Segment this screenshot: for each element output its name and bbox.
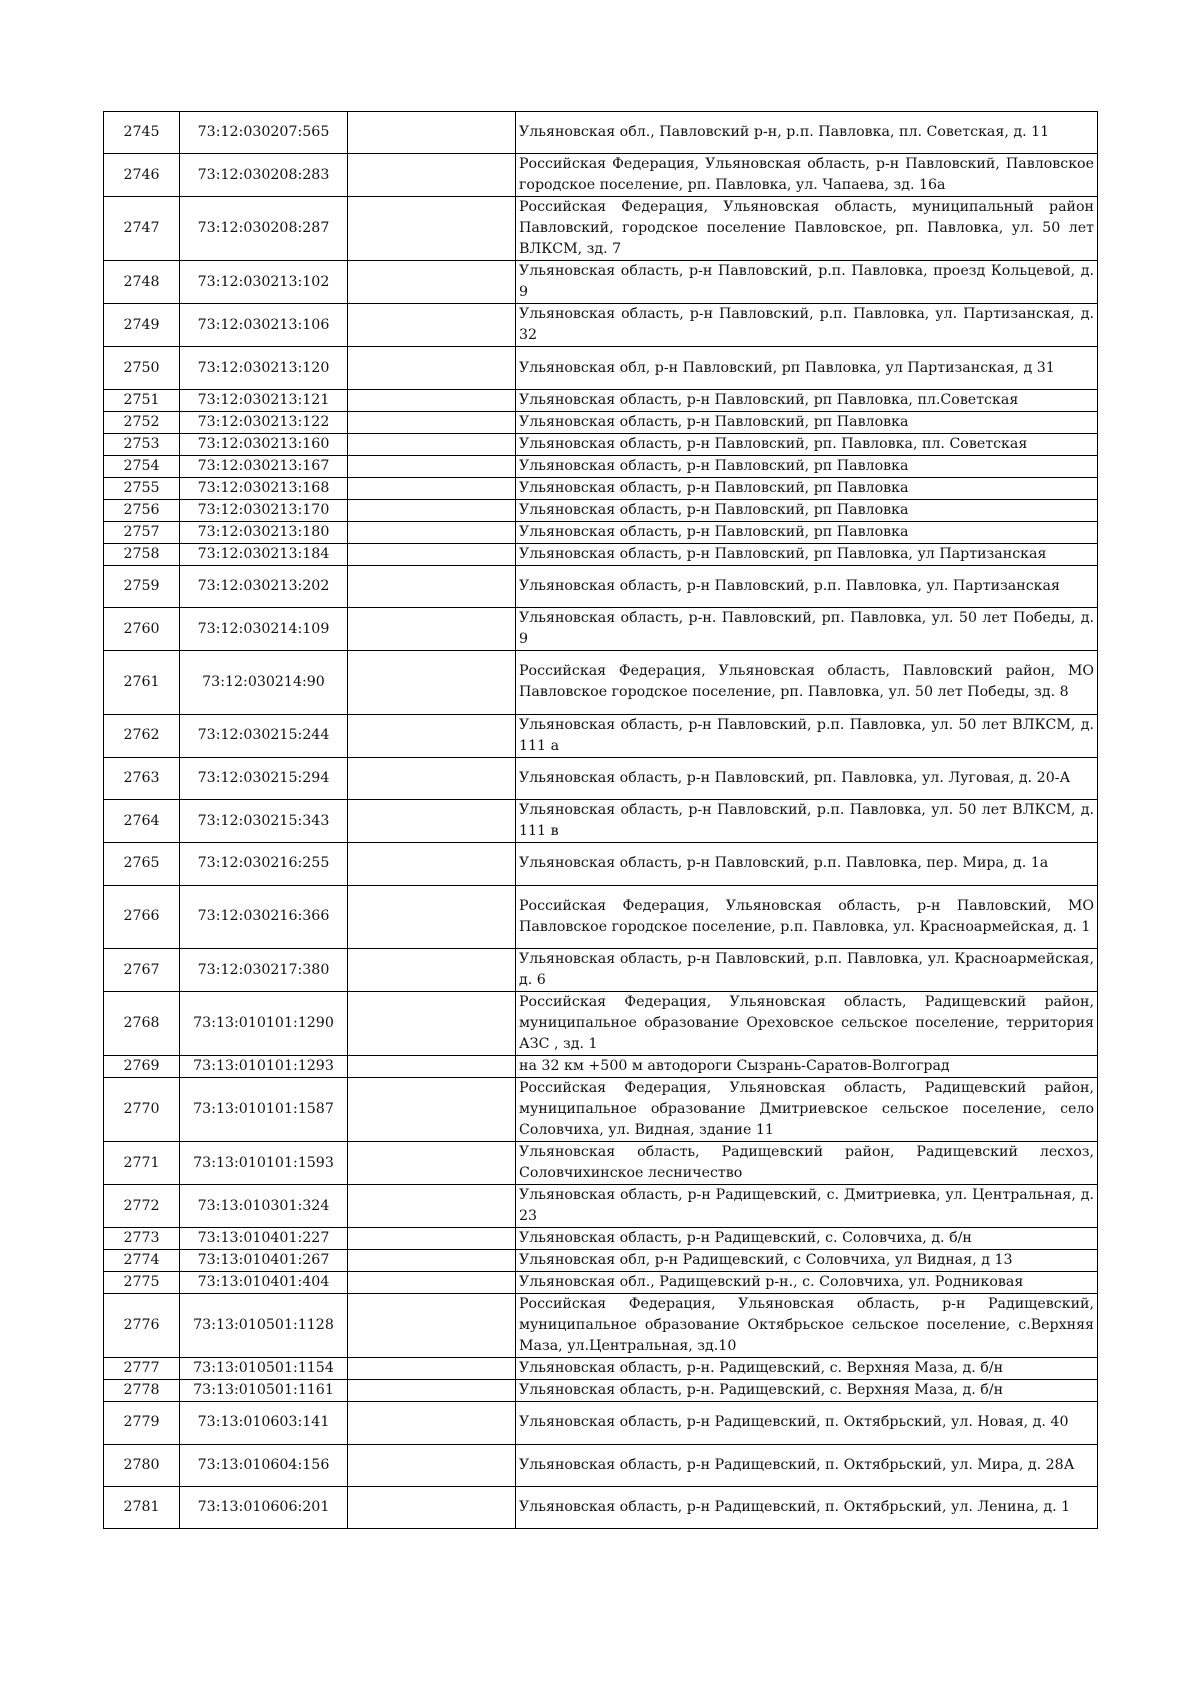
empty-cell (348, 1380, 516, 1402)
row-number: 2781 (104, 1486, 180, 1528)
empty-cell (348, 651, 516, 715)
row-number: 2747 (104, 197, 180, 261)
empty-cell (348, 1250, 516, 1272)
empty-cell (348, 1142, 516, 1185)
address: Российская Федерация, Ульяновская область, р-н Павловский, Павловское городское поселение, рп. Павловка, ул. Чапаева, зд. 16а (516, 154, 1098, 197)
empty-cell (348, 992, 516, 1056)
address: Ульяновская область, р-н Радищевский, п. Октябрьский, ул. Ленина, д. 1 (516, 1486, 1098, 1528)
cadastral-number: 73:12:030208:287 (180, 197, 348, 261)
address: Ульяновская область, р-н Павловский, рп. Павловка, ул. Луговая, д. 20-А (516, 757, 1098, 799)
cadastral-number: 73:12:030213:167 (180, 455, 348, 477)
cadastral-number: 73:12:030213:170 (180, 499, 348, 521)
empty-cell (348, 477, 516, 499)
table-row (104, 757, 1098, 799)
cadastral-number: 73:12:030217:380 (180, 949, 348, 992)
empty-cell (348, 949, 516, 992)
cadastral-number: 73:12:030213:102 (180, 261, 348, 304)
address: Ульяновская область, р-н. Радищевский, с. Верхняя Маза, д. б/н (516, 1380, 1098, 1402)
row-number: 2760 (104, 608, 180, 651)
table-row (104, 1486, 1098, 1528)
address: Ульяновская область, р-н Павловский, рп. Павловка, пл. Советская (516, 433, 1098, 455)
table-row (104, 154, 1098, 197)
address: Ульяновская область, р-н Павловский, рп Павловка (516, 411, 1098, 433)
cadastral-number: 73:12:030213:122 (180, 411, 348, 433)
row-number: 2780 (104, 1444, 180, 1486)
table-row (104, 651, 1098, 715)
empty-cell (348, 1056, 516, 1078)
cadastral-number: 73:13:010501:1154 (180, 1358, 348, 1380)
empty-cell (348, 521, 516, 543)
cadastral-number: 73:12:030213:180 (180, 521, 348, 543)
table-row (104, 455, 1098, 477)
table-row (104, 949, 1098, 992)
empty-cell (348, 1228, 516, 1250)
row-number: 2772 (104, 1185, 180, 1228)
cadastral-number: 73:13:010603:141 (180, 1402, 348, 1444)
table-row (104, 1380, 1098, 1402)
cadastral-number: 73:13:010101:1593 (180, 1142, 348, 1185)
empty-cell (348, 1444, 516, 1486)
table-row (104, 1402, 1098, 1444)
row-number: 2765 (104, 843, 180, 885)
cadastral-number: 73:13:010401:404 (180, 1272, 348, 1294)
empty-cell (348, 433, 516, 455)
cadastral-number: 73:12:030213:160 (180, 433, 348, 455)
empty-cell (348, 1294, 516, 1358)
table-row (104, 1358, 1098, 1380)
table-row (104, 1142, 1098, 1185)
address: Ульяновская область, р-н Павловский, р.п. Павловка, ул. Партизанская (516, 565, 1098, 607)
cadastral-number: 73:13:010401:267 (180, 1250, 348, 1272)
document-page (103, 111, 1097, 1529)
address: Ульяновская область, р-н Павловский, р.п. Павловка, ул. 50 лет ВЛКСМ, д. 111 в (516, 800, 1098, 843)
empty-cell (348, 261, 516, 304)
address: Ульяновская область, р-н Радищевский, с. Соловчиха, д. б/н (516, 1228, 1098, 1250)
address: Ульяновская область, р-н. Радищевский, с. Верхняя Маза, д. б/н (516, 1358, 1098, 1380)
empty-cell (348, 714, 516, 757)
row-number: 2750 (104, 347, 180, 389)
empty-cell (348, 197, 516, 261)
table-row (104, 543, 1098, 565)
table-row (104, 304, 1098, 347)
table-row (104, 411, 1098, 433)
row-number: 2761 (104, 651, 180, 715)
row-number: 2751 (104, 389, 180, 411)
address: Ульяновская область, р-н Павловский, р.п. Павловка, проезд Кольцевой, д. 9 (516, 261, 1098, 304)
cadastral-number: 73:12:030207:565 (180, 112, 348, 154)
address: Ульяновская обл., Радищевский р-н., с. Соловчиха, ул. Родниковая (516, 1272, 1098, 1294)
row-number: 2777 (104, 1358, 180, 1380)
empty-cell (348, 154, 516, 197)
table-row (104, 608, 1098, 651)
table-row (104, 499, 1098, 521)
empty-cell (348, 1402, 516, 1444)
row-number: 2757 (104, 521, 180, 543)
table-row (104, 1272, 1098, 1294)
address: Ульяновская область, р-н Павловский, рп Павловка (516, 455, 1098, 477)
table-row (104, 389, 1098, 411)
table-row (104, 992, 1098, 1056)
address: Ульяновская область, р-н Павловский, р.п. Павловка, пер. Мира, д. 1а (516, 843, 1098, 885)
row-number: 2776 (104, 1294, 180, 1358)
address: Российская Федерация, Ульяновская область, Павловский район, МО Павловское городское поселение, рп. Павловка, ул. 50 лет Победы, зд. 8 (516, 651, 1098, 715)
address: Ульяновская область, р-н Павловский, р.п. Павловка, ул. 50 лет ВЛКСМ, д. 111 а (516, 714, 1098, 757)
table-row (104, 714, 1098, 757)
address: Ульяновская область, р-н Радищевский, п. Октябрьский, ул. Мира, д. 28А (516, 1444, 1098, 1486)
row-number: 2773 (104, 1228, 180, 1250)
row-number: 2766 (104, 885, 180, 949)
row-number: 2764 (104, 800, 180, 843)
cadastral-number: 73:12:030213:120 (180, 347, 348, 389)
cadastral-number: 73:13:010101:1587 (180, 1078, 348, 1142)
table-row (104, 261, 1098, 304)
address: Ульяновская обл, р-н Радищевский, с Соловчиха, ул Видная, д 13 (516, 1250, 1098, 1272)
empty-cell (348, 1358, 516, 1380)
row-number: 2768 (104, 992, 180, 1056)
empty-cell (348, 565, 516, 607)
empty-cell (348, 499, 516, 521)
row-number: 2748 (104, 261, 180, 304)
table-row (104, 477, 1098, 499)
address: Ульяновская область, р-н Павловский, рп Павловка (516, 521, 1098, 543)
cadastral-number: 73:13:010501:1128 (180, 1294, 348, 1358)
address: Ульяновская область, р-н Павловский, р.п. Павловка, ул. Партизанская, д. 32 (516, 304, 1098, 347)
empty-cell (348, 411, 516, 433)
cadastral-number: 73:12:030208:283 (180, 154, 348, 197)
empty-cell (348, 885, 516, 949)
row-number: 2759 (104, 565, 180, 607)
cadastral-number: 73:12:030214:90 (180, 651, 348, 715)
table-row (104, 1294, 1098, 1358)
table-row (104, 1228, 1098, 1250)
address: на 32 км +500 м автодороги Сызрань-Саратов-Волгоград (516, 1056, 1098, 1078)
address: Ульяновская область, Радищевский район, Радищевский лесхоз, Соловчихинское лесничество (516, 1142, 1098, 1185)
address: Российская Федерация, Ульяновская область, р-н Павловский, МО Павловское городское поселение, р.п. Павловка, ул. Красноармейская, д. 1 (516, 885, 1098, 949)
row-number: 2758 (104, 543, 180, 565)
row-number: 2754 (104, 455, 180, 477)
empty-cell (348, 455, 516, 477)
cadastral-number: 73:12:030213:184 (180, 543, 348, 565)
address: Российская Федерация, Ульяновская область, муниципальный район Павловский, городское поселение Павловское, рп. Павловка, ул. 50 лет ВЛКСМ, зд. 7 (516, 197, 1098, 261)
cadastral-number: 73:13:010301:324 (180, 1185, 348, 1228)
property-table (103, 111, 1098, 1529)
table-row (104, 1056, 1098, 1078)
address: Российская Федерация, Ульяновская область, Радищевский район, муниципальное образование Дмитриевское сельское поселение, село Соловчиха, ул. Видная, здание 11 (516, 1078, 1098, 1142)
table-row (104, 1185, 1098, 1228)
address: Ульяновская область, р-н Павловский, рп Павловка (516, 477, 1098, 499)
table-row (104, 800, 1098, 843)
address: Ульяновская область, р-н. Павловский, рп. Павловка, ул. 50 лет Победы, д. 9 (516, 608, 1098, 651)
cadastral-number: 73:13:010606:201 (180, 1486, 348, 1528)
cadastral-number: 73:12:030213:168 (180, 477, 348, 499)
cadastral-number: 73:12:030213:106 (180, 304, 348, 347)
table-row (104, 112, 1098, 154)
cadastral-number: 73:12:030216:366 (180, 885, 348, 949)
empty-cell (348, 1272, 516, 1294)
empty-cell (348, 1185, 516, 1228)
row-number: 2756 (104, 499, 180, 521)
row-number: 2746 (104, 154, 180, 197)
table-row (104, 565, 1098, 607)
table-row (104, 521, 1098, 543)
table-row (104, 843, 1098, 885)
row-number: 2755 (104, 477, 180, 499)
empty-cell (348, 608, 516, 651)
empty-cell (348, 389, 516, 411)
table-row (104, 1078, 1098, 1142)
table-row (104, 885, 1098, 949)
table-row (104, 1250, 1098, 1272)
cadastral-number: 73:12:030213:121 (180, 389, 348, 411)
address: Ульяновская область, р-н Радищевский, п. Октябрьский, ул. Новая, д. 40 (516, 1402, 1098, 1444)
table-row (104, 197, 1098, 261)
row-number: 2779 (104, 1402, 180, 1444)
row-number: 2771 (104, 1142, 180, 1185)
cadastral-number: 73:13:010501:1161 (180, 1380, 348, 1402)
cadastral-number: 73:13:010401:227 (180, 1228, 348, 1250)
cadastral-number: 73:12:030216:255 (180, 843, 348, 885)
row-number: 2767 (104, 949, 180, 992)
empty-cell (348, 757, 516, 799)
row-number: 2769 (104, 1056, 180, 1078)
empty-cell (348, 800, 516, 843)
cadastral-number: 73:12:030213:202 (180, 565, 348, 607)
address: Ульяновская обл., Павловский р-н, р.п. Павловка, пл. Советская, д. 11 (516, 112, 1098, 154)
empty-cell (348, 543, 516, 565)
cadastral-number: 73:12:030214:109 (180, 608, 348, 651)
cadastral-number: 73:12:030215:294 (180, 757, 348, 799)
address: Ульяновская область, р-н Радищевский, с. Дмитриевка, ул. Центральная, д. 23 (516, 1185, 1098, 1228)
row-number: 2749 (104, 304, 180, 347)
row-number: 2774 (104, 1250, 180, 1272)
address: Ульяновская область, р-н Павловский, рп Павловка, ул Партизанская (516, 543, 1098, 565)
row-number: 2745 (104, 112, 180, 154)
cadastral-number: 73:12:030215:244 (180, 714, 348, 757)
cadastral-number: 73:13:010604:156 (180, 1444, 348, 1486)
row-number: 2778 (104, 1380, 180, 1402)
row-number: 2752 (104, 411, 180, 433)
table-row (104, 1444, 1098, 1486)
address: Российская Федерация, Ульяновская область, Радищевский район, муниципальное образование Ореховское сельское поселение, территория АЗС , зд. 1 (516, 992, 1098, 1056)
row-number: 2770 (104, 1078, 180, 1142)
empty-cell (348, 112, 516, 154)
cadastral-number: 73:12:030215:343 (180, 800, 348, 843)
table-body (104, 112, 1098, 1529)
address: Российская Федерация, Ульяновская область, р-н Радищевский, муниципальное образование Октябрьское сельское поселение, с.Верхняя Маза, ул.Центральная, зд.10 (516, 1294, 1098, 1358)
address: Ульяновская обл, р-н Павловский, рп Павловка, ул Партизанская, д 31 (516, 347, 1098, 389)
address: Ульяновская область, р-н Павловский, р.п. Павловка, ул. Красноармейская, д. 6 (516, 949, 1098, 992)
empty-cell (348, 843, 516, 885)
empty-cell (348, 1078, 516, 1142)
cadastral-number: 73:13:010101:1293 (180, 1056, 348, 1078)
table-row (104, 433, 1098, 455)
table-row (104, 347, 1098, 389)
address: Ульяновская область, р-н Павловский, рп Павловка, пл.Советская (516, 389, 1098, 411)
address: Ульяновская область, р-н Павловский, рп Павловка (516, 499, 1098, 521)
cadastral-number: 73:13:010101:1290 (180, 992, 348, 1056)
empty-cell (348, 347, 516, 389)
empty-cell (348, 1486, 516, 1528)
row-number: 2763 (104, 757, 180, 799)
row-number: 2753 (104, 433, 180, 455)
row-number: 2762 (104, 714, 180, 757)
empty-cell (348, 304, 516, 347)
row-number: 2775 (104, 1272, 180, 1294)
